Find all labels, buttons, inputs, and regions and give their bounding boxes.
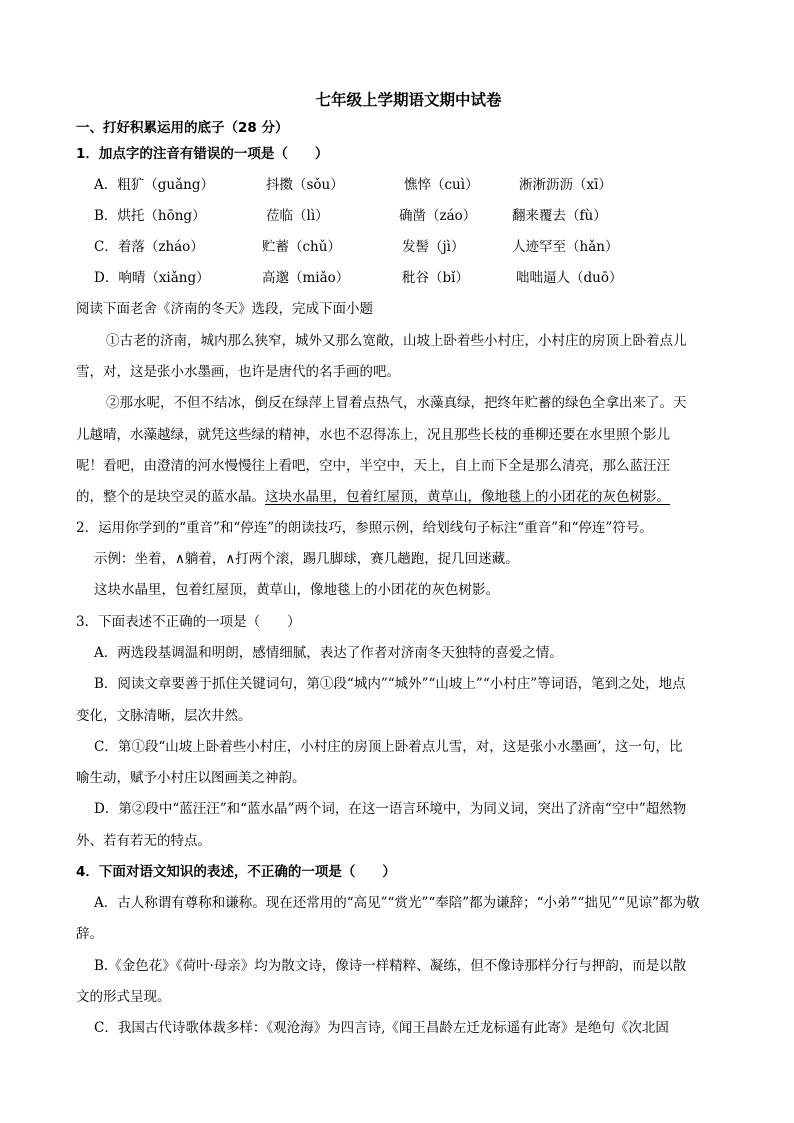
q1-option: 贮蓄（chǔ） (262, 239, 341, 255)
q1-option: 淅淅沥沥（xī） (519, 177, 612, 193)
q4-option-b: B.《金色花》《荷叶·母亲》均为散文诗，像诗一样精粹、凝练，但不像诗那样分行与押韵，而是以散 (94, 958, 687, 974)
q1-option: 咄咄逼人（duō） (516, 270, 623, 286)
page-title: 七年级上学期语文期中试卷 (315, 91, 502, 109)
q1-option: B．烘托（hōng） (94, 208, 206, 224)
q1-option: 发髻（jì） (402, 239, 465, 255)
passage-line: ①古老的济南，城内那么狭窄，城外又那么宽敞，山坡上卧着些小村庄，小村庄的房顶上卧着点儿 (106, 333, 687, 349)
q1-option: A．粗犷（guǎng） (94, 177, 214, 193)
q3-stem: 3．下面表述不正确的一项是（ ） (76, 614, 301, 630)
q4-option-b-cont: 文的形式呈现。 (76, 989, 171, 1005)
q1-option: 憔悴（cuì） (404, 177, 479, 193)
q4-option-a: A．古人称谓有尊称和谦称。现在还常用的“高见”“赏光”“奉陪”都为谦辞；“小弟”“拙见”“见谅”都为敬 (94, 895, 700, 911)
q1-option: 高邈（miǎo） (262, 270, 350, 286)
q4-option-a-cont: 辞。 (76, 926, 103, 942)
q3-option-d: D．第②段中“蓝汪汪”和“蓝水晶”两个词，在这一语言环境中，为同义词，突出了济南“空中”超然物 (94, 801, 687, 817)
q2-example: 示例：坐着，∧躺着，∧打两个滚，踢几脚球，赛几趟跑，捉几回迷藏。 (94, 551, 519, 567)
q1-option: 抖擞（sǒu） (266, 177, 344, 193)
q1-option: 莅临（lì） (266, 208, 329, 224)
q3-option-b-cont: 变化，文脉清晰，层次井然。 (76, 708, 252, 724)
q1-option: 翻来覆去（fù） (512, 208, 607, 224)
q1-stem: 1．加点字的注音有错误的一项是（ ） (76, 146, 329, 162)
q1-option: 确凿（záo） (399, 208, 477, 224)
q2-stem: 2．运用你学到的“重音”和“停连”的朗读技巧，参照示例，给划线句子标注“重音”和“停连”符号。 (76, 520, 653, 536)
q3-option-a: A．两选段基调温和明朗，感情细腻，表达了作者对济南冬天独特的喜爱之情。 (94, 645, 563, 661)
q2-sentence: 这块水晶里，包着红屋顶，黄草山，像地毯上的小团花的灰色树影。 (94, 582, 499, 598)
passage-line: 呢！看吧，由澄清的河水慢慢往上看吧，空中，半空中，天上，自上而下全是那么清亮，那么蓝汪汪 (76, 458, 670, 474)
q1-option: C．着落（zháo） (94, 239, 204, 255)
q4-option-c: C．我国古代诗歌体裁多样：《观沧海》为四言诗,《闻王昌龄左迁龙标遥有此寄》是绝句《次北固 (94, 1020, 669, 1036)
q1-option: 秕谷（bǐ） (402, 270, 469, 286)
q3-option-b: B．阅读文章要善于抓住关键词句，第①段“城内”“城外”“山坡上”“小村庄”等词语，笔到之处，地点 (94, 676, 686, 692)
q3-option-d-cont: 外、若有若无的特点。 (76, 833, 211, 849)
passage-line: 雪，对，这是张小水墨画，也许是唐代的名手画的吧。 (76, 364, 400, 380)
passage-line: ②那水呢，不但不结冰，倒反在绿萍上冒着点热气，水藻真绿，把终年贮蓄的绿色全拿出来了。天 (106, 395, 687, 411)
reading-intro: 阅读下面老舍《济南的冬天》选段，完成下面小题 (76, 301, 373, 317)
q1-option: 人迹罕至（hǎn） (512, 239, 619, 255)
passage-line (76, 487, 670, 507)
passage-text: 的，整个的是块空灵的蓝水晶。 (76, 489, 265, 505)
section-heading: 一、打好积累运用的底子（28 分） (76, 120, 289, 136)
q4-stem: 4．下面对语文知识的表述，不正确的一项是（ ） (76, 864, 396, 880)
q3-option-c-cont: 喻生动，赋予小村庄以图画美之神韵。 (76, 770, 306, 786)
underlined-sentence: 这块水晶里，包着红屋顶，黄草山，像地毯上的小团花的灰色树影。 (265, 489, 670, 505)
q1-option: D．响晴（xiǎng） (94, 270, 210, 286)
passage-line: 儿越晴，水藻越绿，就凭这些绿的精神，水也不忍得冻上，况且那些长枝的垂柳还要在水里照个影儿 (76, 427, 670, 443)
q3-option-c: C．第①段“山坡上卧着些小村庄，小村庄的房顶上卧着点儿雪，对，这是张小水墨画’，这一句，比 (94, 739, 683, 755)
